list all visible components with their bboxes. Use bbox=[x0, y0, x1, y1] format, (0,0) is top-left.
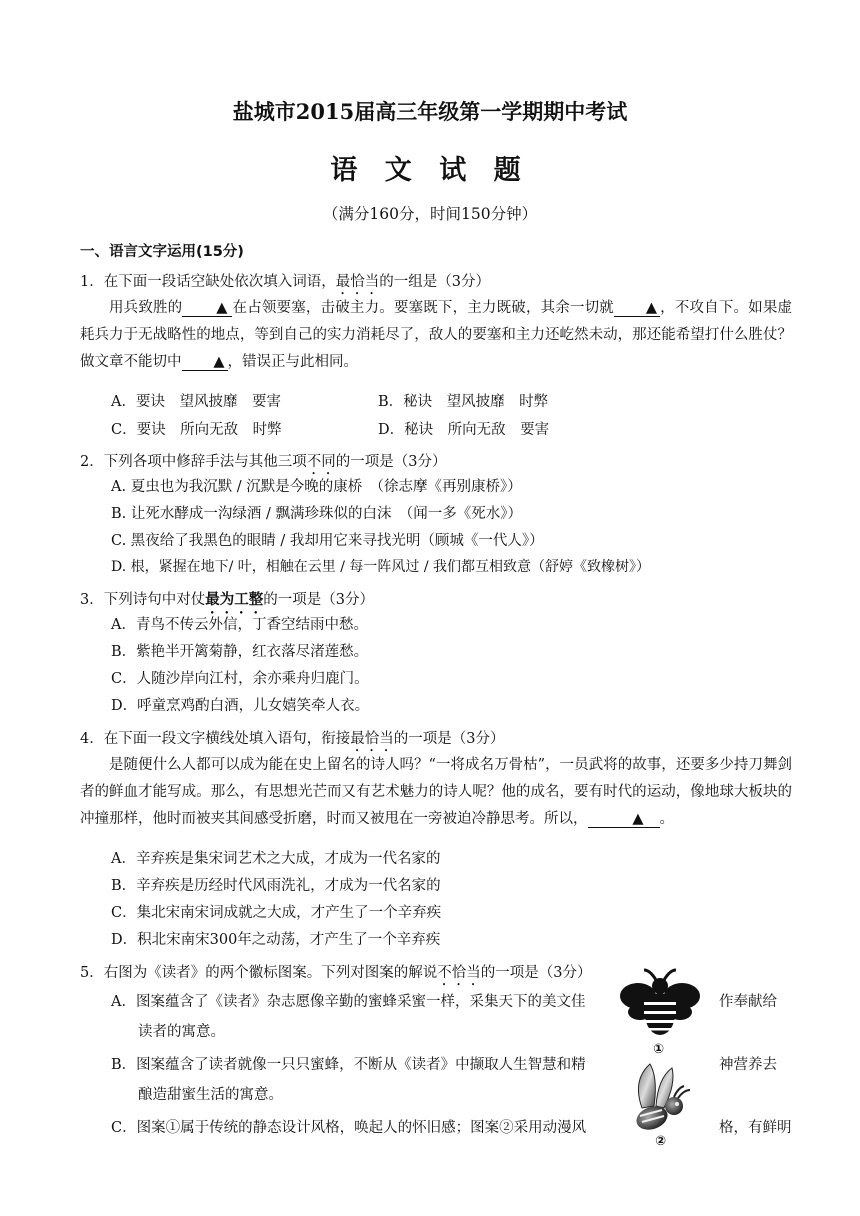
q5-option-a-tail: 作奉献给 bbox=[719, 994, 777, 1010]
q4-option-c: C．集北宋南宋词成就之大成，才产生了一个辛弃疾 bbox=[111, 905, 442, 921]
q2-option-d: D. 根，紧握在地下/ 叶，相触在云里 / 每一阵风过 / 我们都互相致意（舒婷《致橡树》） bbox=[111, 559, 651, 575]
q5-option-b-tail: 神营养去 bbox=[719, 1057, 777, 1073]
q2-option-c: C. 黑夜给了我黑色的眼睛 / 我却用它来寻找光明（顾城《一代人》） bbox=[111, 533, 544, 549]
exam-title: 盐城市2015届高三年级第一学期期中考试 bbox=[232, 99, 628, 124]
question-3-stem: 3．下列诗句中对仗最为工整的一项是（3分） bbox=[80, 591, 374, 608]
logo-2-label: ② bbox=[655, 1134, 667, 1149]
q2-option-a: A. 夏虫也为我沉默 / 沉默是今晚的康桥 （徐志摩《再别康桥》） bbox=[111, 479, 522, 495]
question-1-passage: 用兵致胜的 ▲ 在占领要塞，击破主力。要塞既下，主力既破，其余一切就 ▲ ，不攻自下。如果虚耗兵力于无战略性的地点，等到自己的实力消耗尽了，敌人的要塞和主力还屹然未动，那还能希望打什么胜仗？做文章不能切中 ▲ ，错误正与此相同。 bbox=[80, 300, 793, 370]
section-heading: 一、语言文字运用(15分) bbox=[80, 244, 244, 260]
question-4-stem: 4．在下面一段文字横线处填入语句，衔接最恰当的一项是（3分） bbox=[80, 731, 505, 747]
answer-blank: ▲ bbox=[182, 354, 228, 371]
q1-option-b: B．秘诀 望风披靡 时弊 bbox=[378, 394, 549, 410]
question-5-stem: 5．右图为《读者》的两个徽标图案。下列对图案的解说不恰当的一项是（3分） bbox=[80, 965, 592, 981]
q3-option-d: D．呼童烹鸡酌白酒，儿女嬉笑牵人衣。 bbox=[111, 698, 370, 714]
bee-logo-2-icon bbox=[628, 1060, 698, 1138]
exam-info: （满分160分，时间150分钟） bbox=[322, 205, 538, 223]
answer-blank: ▲ bbox=[614, 300, 660, 317]
q5-option-a-line2: 读者的寓意。 bbox=[138, 1024, 225, 1040]
q1-option-a: A．要诀 望风披靡 要害 bbox=[111, 394, 281, 410]
question-1-stem: 1．在下面一段话空缺处依次填入词语，最恰当的一组是（3分） bbox=[80, 274, 490, 290]
logo-1-label: ① bbox=[653, 1042, 665, 1057]
question-4-passage: 是随便什么人都可以成为能在史上留名的诗人吗？“一将成名万骨枯”，一员武将的故事，还要多少持刀舞剑者的鲜血才能写成。那么，有思想光芒而又有艺术魅力的诗人呢？他的成名，要有时代的运动，像地球大板块的冲撞那样，他时而被夹其间感受折磨，时而又被甩在一旁被迫冷静思考。所以， ▲ 。 bbox=[80, 757, 792, 827]
answer-blank: ▲ bbox=[182, 300, 232, 317]
q2-option-b: B. 让死水酵成一沟绿酒 / 飘满珍珠似的白沫 （闻一多《死水》） bbox=[111, 506, 522, 522]
q3-option-c: C．人随沙岸向江村，余亦乘舟归鹿门。 bbox=[111, 671, 369, 687]
answer-blank: ▲ bbox=[588, 811, 660, 828]
q4-option-d: D．积北宋南宋300年之动荡，才产生了一个辛弃疾 bbox=[111, 932, 441, 948]
q4-option-b: B．辛弃疾是历经时代风雨洗礼，才成为一代名家的 bbox=[111, 878, 441, 894]
q5-option-c-line1: C．图案①属于传统的静态设计风格，唤起人的怀旧感；图案②采用动漫风 bbox=[111, 1120, 587, 1136]
q5-option-c-tail: 格，有鲜明 bbox=[719, 1120, 792, 1136]
q5-option-b-line1: B．图案蕴含了读者就像一只只蜜蜂，不断从《读者》中撷取人生智慧和精 bbox=[111, 1057, 586, 1073]
question-2-stem: 2．下列各项中修辞手法与其他三项不同的一项是（3分） bbox=[80, 454, 447, 470]
q5-option-b-line2: 酿造甜蜜生活的寓意。 bbox=[138, 1087, 283, 1103]
q4-option-a: A．辛弃疾是集宋词艺术之大成，才成为一代名家的 bbox=[111, 851, 441, 867]
q1-option-d: D．秘诀 所向无敌 要害 bbox=[378, 422, 550, 438]
q3-option-b: B．紫艳半开篱菊静，红衣落尽渚莲愁。 bbox=[111, 644, 369, 660]
q3-option-a: A．青鸟不传云外信，丁香空结雨中愁。 bbox=[111, 617, 368, 633]
subject-title: 语 文 试 题 bbox=[330, 155, 530, 186]
q5-option-a-line1: A．图案蕴含了《读者》杂志愿像辛勤的蜜蜂采蜜一样，采集天下的美文佳 bbox=[111, 994, 586, 1010]
q1-option-c: C．要诀 所向无敌 时弊 bbox=[111, 422, 282, 438]
bee-logo-1-icon bbox=[620, 966, 700, 1046]
